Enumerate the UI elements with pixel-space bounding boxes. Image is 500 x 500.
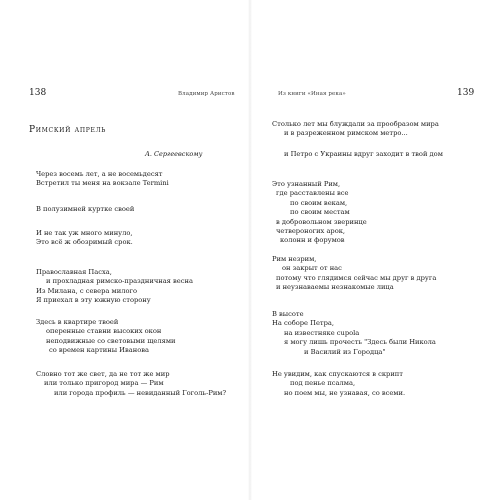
poem-title: Римский апрель xyxy=(29,125,107,135)
verse-line: В полузимней куртке своей xyxy=(36,205,135,213)
verse-line: на известняке cupola xyxy=(284,328,360,337)
verse-line: Рим незрим, xyxy=(272,255,317,263)
verse-line: колонн и форумов xyxy=(280,236,345,245)
stanza xyxy=(272,255,436,293)
stanza xyxy=(36,170,169,189)
verse-line: но поем мы, не узнавая, со всеми. xyxy=(284,388,406,397)
running-head: Владимир Аристов xyxy=(178,91,235,97)
verse-line: Не увидим, как спускаются в скрипт xyxy=(272,370,403,378)
stanza xyxy=(36,205,134,214)
stanza xyxy=(36,268,193,306)
page-number: 138 xyxy=(29,88,47,98)
verse-line: и Василий из Городца" xyxy=(304,347,386,356)
verse-line: по своим местам xyxy=(290,208,350,217)
dedication: А. Сергеевскому xyxy=(145,150,203,158)
verse-line: Православная Пасха, xyxy=(36,268,112,276)
verse-line: четвероногих арок, xyxy=(276,227,346,236)
stanza xyxy=(36,318,176,356)
stanza xyxy=(272,370,405,398)
verse-line: где расставлены все xyxy=(276,189,349,198)
stanza xyxy=(272,120,439,139)
verse-line: Это всё ж обозримый срок. xyxy=(36,238,133,247)
verse-line: Через восемь лет, а не восемьдесят xyxy=(36,170,163,178)
verse-line: потому что глядимся сейчас мы друг в друга xyxy=(276,273,437,282)
verse-line: Столько лет мы блуждали за прообразом мира xyxy=(272,120,439,128)
verse-line: На соборе Петра, xyxy=(272,319,335,328)
stanza xyxy=(272,310,436,357)
verse-line: или города профиль — невиданный Гоголь-Рим? xyxy=(54,388,227,397)
verse-line: неподвижные со световыми щелями xyxy=(46,336,176,345)
verse-line: и прохладная римско-праздничная весна xyxy=(46,277,193,286)
right-page xyxy=(250,0,500,500)
verse-line: я могу лишь прочесть "Здесь были Никола xyxy=(284,338,436,347)
verse-line: под пенье псалма, xyxy=(290,379,356,388)
verse-line: и в разреженном римском метро... xyxy=(284,129,408,138)
verse-line: по своим векам, xyxy=(290,198,348,207)
verse-line: Это узнанный Рим, xyxy=(272,180,341,188)
verse-line: Встретил ты меня на вокзале Termini xyxy=(36,179,169,188)
running-head: Из книги «Иная река» xyxy=(278,91,346,97)
verse-line: Здесь в квартире твоей xyxy=(36,318,119,326)
verse-line: и Петро с Украины вдруг заходит в твой дом xyxy=(284,150,443,158)
verse-line: Из Милана, с севера милого xyxy=(36,286,137,295)
stanza xyxy=(36,229,133,248)
verse-line: он закрыт от нас xyxy=(282,264,342,273)
page-number: 139 xyxy=(457,88,475,98)
verse-line: в добровольном зверинце xyxy=(276,217,367,226)
verse-line: В высоте xyxy=(272,310,304,318)
verse-line: оперенные ставни высоких окон xyxy=(46,327,162,336)
verse-line: и неузнаваемы незнакомые лица xyxy=(276,283,394,292)
stanza xyxy=(272,150,443,159)
verse-line: со времен картины Иванова xyxy=(49,346,149,355)
verse-line: Словно тот же свет, да не тот же мир xyxy=(36,370,170,378)
verse-line: Я приехал в эту южную сторону xyxy=(36,296,151,305)
verse-line: или только пригород мира — Рим xyxy=(44,379,164,388)
stanza xyxy=(36,370,226,398)
verse-line: И не так уж много минуло, xyxy=(36,229,133,237)
stanza xyxy=(272,180,367,246)
